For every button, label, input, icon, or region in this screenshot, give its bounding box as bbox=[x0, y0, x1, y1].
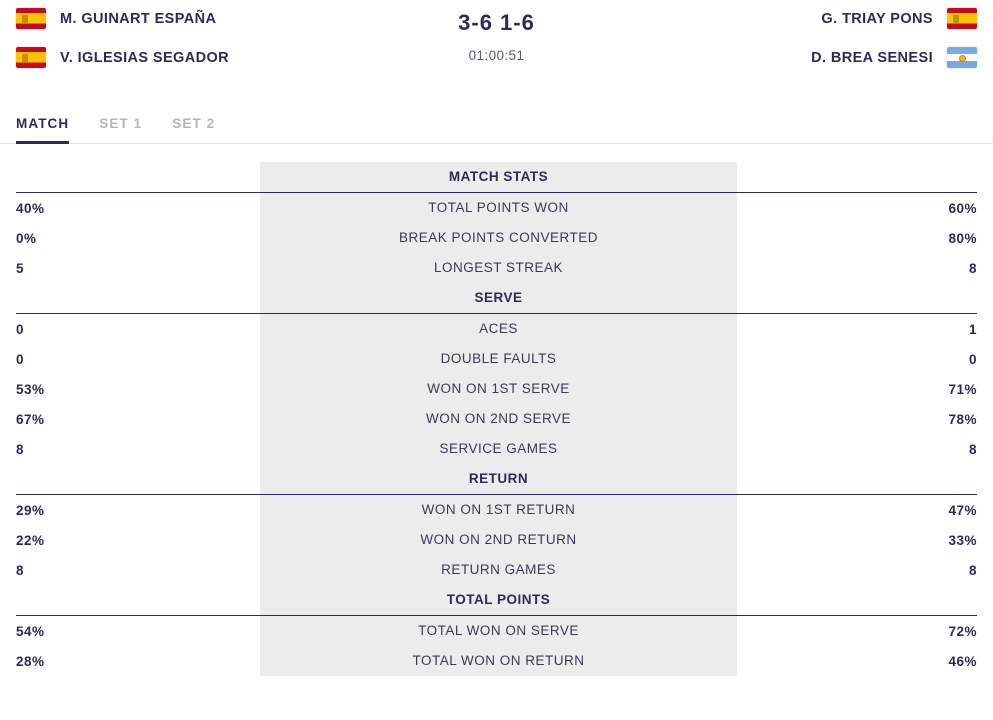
away-value: 8 bbox=[968, 260, 977, 276]
home-team bbox=[16, 0, 346, 68]
home-value: 67% bbox=[16, 411, 45, 427]
score-sets: 3-6 1-6 bbox=[458, 10, 535, 35]
spain-flag-icon bbox=[16, 8, 46, 29]
home-value: 0 bbox=[16, 351, 25, 367]
away-value: 8 bbox=[968, 441, 977, 457]
table-row bbox=[16, 404, 977, 434]
table-row bbox=[16, 525, 977, 555]
match-duration: 01:00:51 bbox=[468, 48, 525, 63]
home-player-2 bbox=[16, 47, 229, 68]
stats-section-header bbox=[16, 283, 977, 313]
away-team bbox=[647, 0, 977, 68]
table-row bbox=[16, 434, 977, 464]
stat-label: WON ON 1ST RETURN bbox=[260, 495, 737, 525]
away-value: 80% bbox=[948, 230, 977, 246]
stats-section-header bbox=[16, 162, 977, 192]
stat-label: LONGEST STREAK bbox=[260, 253, 737, 283]
spain-flag-icon bbox=[947, 8, 977, 29]
away-value: 60% bbox=[948, 200, 977, 216]
away-value: 33% bbox=[948, 532, 977, 548]
stat-label: TOTAL WON ON SERVE bbox=[260, 616, 737, 646]
stat-label: WON ON 2ND SERVE bbox=[260, 404, 737, 434]
away-value: 71% bbox=[948, 381, 977, 397]
stat-label: RETURN bbox=[260, 464, 737, 494]
stat-label: WON ON 1ST SERVE bbox=[260, 374, 737, 404]
player-name: D. BREA SENESI bbox=[811, 49, 933, 66]
stat-label: SERVE bbox=[260, 283, 737, 313]
home-value: 53% bbox=[16, 381, 45, 397]
table-row bbox=[16, 616, 977, 646]
stat-label: SERVICE GAMES bbox=[260, 434, 737, 464]
home-value: 8 bbox=[16, 441, 25, 457]
tab-match[interactable]: MATCH bbox=[16, 116, 69, 144]
away-value: 72% bbox=[948, 623, 977, 639]
table-row bbox=[16, 193, 977, 223]
away-value: 0 bbox=[968, 351, 977, 367]
home-value: 0 bbox=[16, 321, 25, 337]
player-name: V. IGLESIAS SEGADOR bbox=[60, 49, 230, 66]
home-value: 5 bbox=[16, 260, 25, 276]
stat-label: MATCH STATS bbox=[260, 162, 737, 192]
table-row bbox=[16, 314, 977, 344]
table-row bbox=[16, 495, 977, 525]
table-row bbox=[16, 646, 977, 676]
argentina-flag-icon bbox=[947, 47, 977, 68]
home-value: 29% bbox=[16, 502, 45, 518]
player-name: M. GUINART ESPAÑA bbox=[60, 10, 217, 27]
table-row bbox=[16, 555, 977, 585]
stats-table bbox=[0, 144, 993, 676]
spain-flag-icon bbox=[16, 47, 46, 68]
stat-label: TOTAL POINTS WON bbox=[260, 193, 737, 223]
stats-section-header bbox=[16, 585, 977, 615]
away-value: 1 bbox=[968, 321, 977, 337]
home-value: 40% bbox=[16, 200, 45, 216]
home-player-1 bbox=[16, 8, 216, 29]
stat-label: BREAK POINTS CONVERTED bbox=[260, 223, 737, 253]
home-value: 54% bbox=[16, 623, 45, 639]
stat-label: ACES bbox=[260, 314, 737, 344]
away-value: 8 bbox=[968, 562, 977, 578]
table-row bbox=[16, 344, 977, 374]
table-row bbox=[16, 223, 977, 253]
player-name: G. TRIAY PONS bbox=[821, 10, 933, 27]
away-value: 46% bbox=[948, 653, 977, 669]
stat-label: TOTAL WON ON RETURN bbox=[260, 646, 737, 676]
stat-label: WON ON 2ND RETURN bbox=[260, 525, 737, 555]
stats-tabs bbox=[0, 98, 993, 144]
stats-section-header bbox=[16, 464, 977, 494]
tab-set-2[interactable]: SET 2 bbox=[172, 116, 216, 131]
home-value: 8 bbox=[16, 562, 25, 578]
stat-label: TOTAL POINTS bbox=[260, 585, 737, 615]
away-value: 78% bbox=[948, 411, 977, 427]
table-row bbox=[16, 374, 977, 404]
home-value: 0% bbox=[16, 230, 37, 246]
tab-set-1[interactable]: SET 1 bbox=[99, 116, 143, 131]
away-player-1 bbox=[821, 8, 977, 29]
table-row bbox=[16, 253, 977, 283]
home-value: 28% bbox=[16, 653, 45, 669]
home-value: 22% bbox=[16, 532, 45, 548]
away-value: 47% bbox=[948, 502, 977, 518]
away-player-2 bbox=[811, 47, 977, 68]
scoreboard bbox=[0, 0, 993, 98]
stat-label: DOUBLE FAULTS bbox=[260, 344, 737, 374]
stat-label: RETURN GAMES bbox=[260, 555, 737, 585]
